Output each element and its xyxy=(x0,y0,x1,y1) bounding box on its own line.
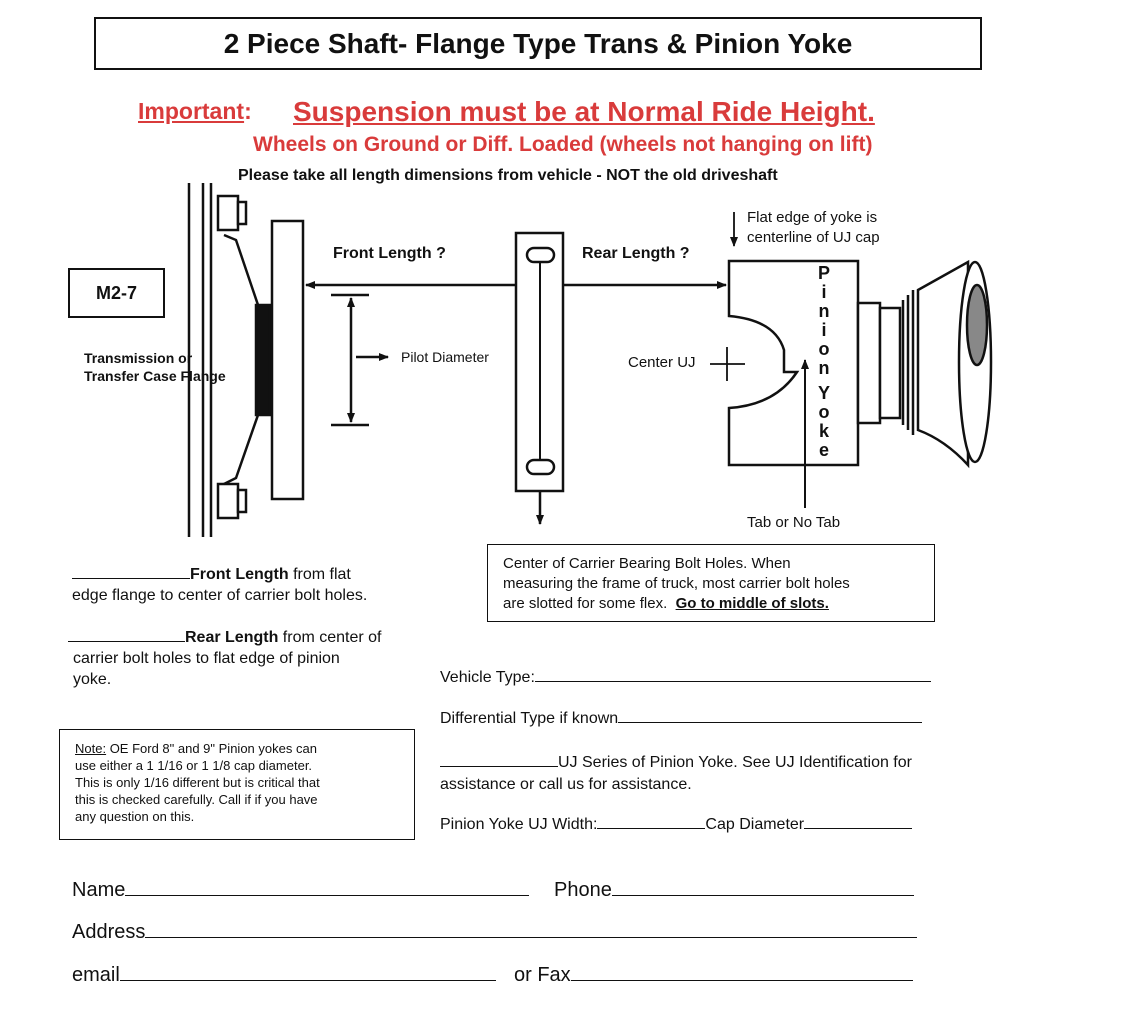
carrier-note-emphasis: Go to middle of slots. xyxy=(675,595,829,612)
front-length-field: Front Length from flat edge flange to center of carrier bolt holes. xyxy=(72,566,368,604)
email-field: email xyxy=(72,964,496,987)
phone-field: Phone xyxy=(554,879,914,902)
phone-blank[interactable] xyxy=(612,895,914,896)
important-line: Important: xyxy=(138,98,252,124)
cap-diameter-blank[interactable] xyxy=(804,828,912,829)
rear-length-label: Rear Length ? xyxy=(582,245,690,262)
address-field: Address xyxy=(72,921,917,944)
carrier-bearing-icon xyxy=(516,233,563,524)
rear-length-field: Rear Length from center of carrier bolt holes to flat edge of pinion yoke. xyxy=(68,627,382,690)
important-main: Suspension must be at Normal Ride Height. xyxy=(293,96,875,127)
pilot-diameter-label: Pilot Diameter xyxy=(401,349,489,365)
name-field: Name xyxy=(72,879,529,902)
vehicle-type-blank[interactable] xyxy=(535,681,931,682)
uj-width-field: Pinion Yoke UJ Width: Cap Diameter xyxy=(440,816,912,834)
front-length-blank[interactable] xyxy=(72,578,190,579)
vehicle-type-field: Vehicle Type: xyxy=(440,669,931,687)
tab-label: Tab or No Tab xyxy=(747,514,841,531)
flange-label: Transmission or Transfer Case Flange xyxy=(84,350,226,384)
page-title: 2 Piece Shaft- Flange Type Trans & Pinion Yoke xyxy=(223,27,853,59)
differential-type-field: Differential Type if known xyxy=(440,710,922,728)
differential-type-blank[interactable] xyxy=(618,722,922,723)
address-blank[interactable] xyxy=(145,937,917,938)
uj-series-field: UJ Series of Pinion Yoke. See UJ Identification for assistance or call us for assistance. xyxy=(440,754,912,793)
front-length-label: Front Length ? xyxy=(333,245,446,262)
uj-series-blank[interactable] xyxy=(440,766,558,767)
note-box: Note: OE Ford 8" and 9" Pinion yokes can use either a 1 1/16 or 1 1/8 cap diameter. This is only 1/16 different but is critical that this is checked carefully. Call if if you have any question on this. xyxy=(59,729,415,840)
center-uj-label: Center UJ xyxy=(628,354,696,371)
name-blank[interactable] xyxy=(125,895,529,896)
carrier-note-box: Center of Carrier Bearing Bolt Holes. When measuring the frame of truck, most carrier bolt holes are slotted for some flex. Go to middle of slots. xyxy=(487,544,935,622)
uj-width-blank[interactable] xyxy=(597,828,705,829)
fax-blank[interactable] xyxy=(571,980,913,981)
important-label: Important xyxy=(138,98,245,124)
fax-field: or Fax xyxy=(514,964,913,987)
pinion-yoke-icon xyxy=(729,261,991,465)
instruction-text: Please take all length dimensions from vehicle - NOT the old driveshaft xyxy=(238,167,778,184)
flat-edge-label: Flat edge of yoke is centerline of UJ cap xyxy=(747,209,880,246)
important-sub: Wheels on Ground or Diff. Loaded (wheels not hanging on lift) xyxy=(253,133,873,156)
pinion-yoke-vertical-label: P i n i o n Y o k e xyxy=(817,263,830,460)
model-code: M2-7 xyxy=(95,282,137,303)
note-label: Note: xyxy=(75,741,107,756)
email-blank[interactable] xyxy=(120,980,496,981)
rear-length-blank[interactable] xyxy=(68,641,185,642)
